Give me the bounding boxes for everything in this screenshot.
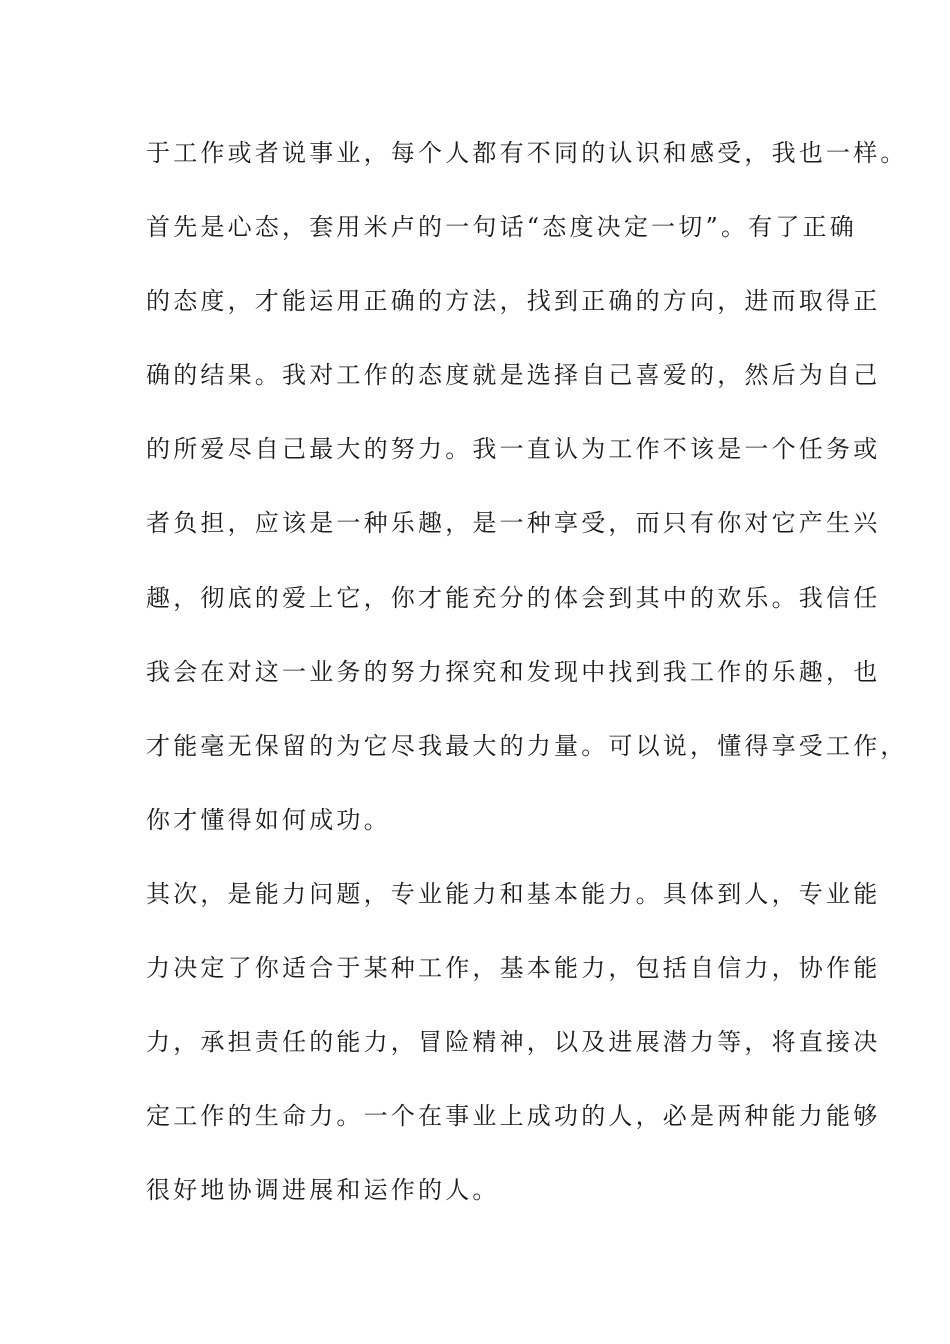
text-line: 很好地协调进展和运作的人。 — [146, 1176, 500, 1205]
text-line: 你才懂得如何成功。 — [146, 805, 391, 834]
text-line: 才能毫无保留的为它尽我最大的力量。可以说，懂得享受工作， — [146, 731, 908, 760]
text-line: 首先是心态，套用米卢的一句话“态度决定一切”。有了正确 — [146, 213, 857, 242]
text-line: 力，承担责任的能力，冒险精神，以及进展潜力等，将直接决 — [146, 1028, 881, 1057]
text-line: 的态度，才能运用正确的方法，找到正确的方向，进而取得正 — [146, 287, 881, 316]
text-line: 其次，是能力问题，专业能力和基本能力。具体到人，专业能 — [146, 879, 881, 908]
text-line: 我会在对这一业务的努力探究和发现中找到我工作的乐趣，也 — [146, 657, 881, 686]
text-line: 趣，彻底的爱上它，你才能充分的体会到其中的欢乐。我信任 — [146, 583, 881, 612]
text-line: 者负担，应该是一种乐趣，是一种享受，而只有你对它产生兴 — [146, 509, 881, 538]
text-line: 于工作或者说事业，每个人都有不同的认识和感受，我也一样。 — [146, 139, 908, 167]
text-line: 定工作的生命力。一个在事业上成功的人，必是两种能力能够 — [146, 1102, 881, 1131]
body-text — [146, 126, 908, 1237]
text-line: 的所爱尽自己最大的努力。我一直认为工作不该是一个任务或 — [146, 435, 881, 464]
text-line: 确的结果。我对工作的态度就是选择自己喜爱的，然后为自己 — [146, 361, 881, 390]
text-line: 力决定了你适合于某种工作，基本能力，包括自信力，协作能 — [146, 954, 881, 983]
